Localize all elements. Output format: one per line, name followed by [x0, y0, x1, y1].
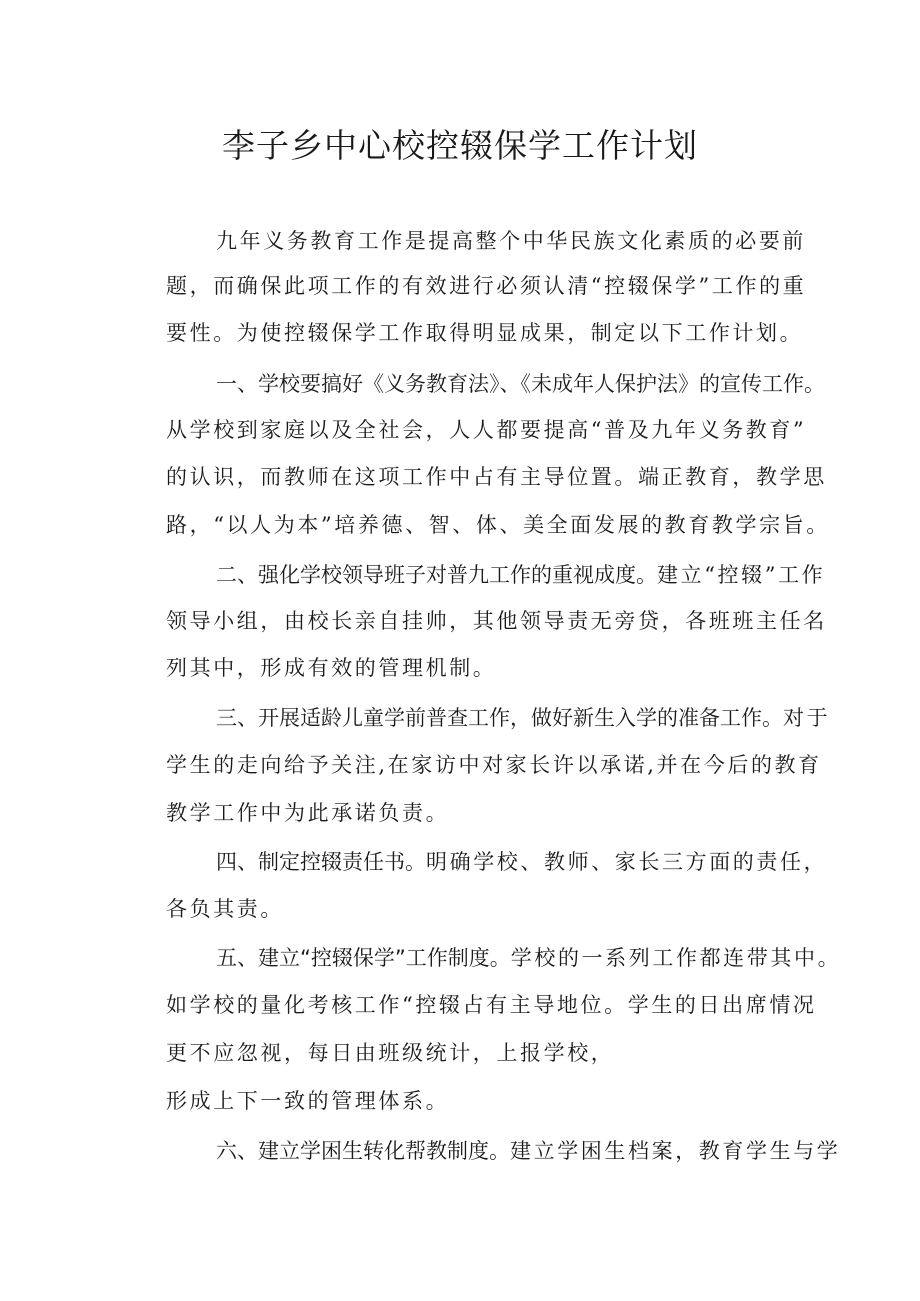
section-1-line-2: 的认识，而教师在这项工作中占有主导位置。端正教育，教学思: [166, 465, 827, 489]
section-1-first-line: [216, 369, 825, 399]
section-3-first-line: [216, 703, 830, 733]
section-5-line-3: 形成上下一致的管理体系。: [166, 1089, 450, 1113]
section-5-first-line: [216, 943, 841, 973]
section-2-line-2: 列其中，形成有效的管理机制。: [166, 656, 497, 680]
section-6-first-line: [216, 1136, 840, 1166]
section-1-line-3: 路，“以人为本”培养德、智、体、美全面发展的教育教学宗旨。: [166, 513, 830, 537]
intro-line-1: 九年义务教育工作是提高整个中华民族文化素质的必要前: [216, 229, 806, 253]
section-2-line-1: 领导小组，由校长亲自挂帅，其他领导责无旁贷，各班班主任名: [166, 609, 827, 633]
section-4-heading: 四、制定控辍责任书。: [216, 850, 426, 874]
section-3-first-line-text: 对于: [783, 706, 831, 730]
document-title: 李子乡中心校控辍保学工作计划: [222, 126, 698, 165]
intro-line-2: 题，而确保此项工作的有效进行必须认清“控辍保学”工作的重: [166, 274, 807, 298]
intro-line-3: 要性。为使控辍保学工作取得明显成果，制定以下工作计划。: [166, 321, 804, 345]
section-3-line-2: 教学工作中为此承诺负责。: [166, 801, 450, 825]
section-3-line-1: 学生的走向给予关注,在家访中对家长许以承诺,并在今后的教育: [166, 753, 822, 777]
section-4-line-1: 各负其责。: [166, 897, 284, 921]
section-2-first-line: [216, 560, 825, 590]
section-2-first-line-text: 建立“控辍”工作: [657, 563, 826, 587]
section-4-first-line-text: 明确学校、教师、家长三方面的责任，: [426, 850, 828, 874]
section-2-heading: 二、强化学校领导班子对普九工作的重视成度。: [216, 563, 657, 587]
section-5-heading: 五、建立“控辍保学”工作制度。: [216, 946, 511, 970]
section-4-first-line: [216, 847, 827, 877]
section-5-first-line-text: 学校的一系列工作都连带其中。: [510, 946, 842, 970]
section-5-line-1: 如学校的量化考核工作“控辍占有主导地位。学生的日出席情况: [166, 993, 817, 1017]
section-1-heading: 一、学校要搞好《义务教育法》、《未成年人保护法》的宣传工作。: [216, 372, 825, 396]
section-6-heading: 六、建立学困生转化帮教制度。: [216, 1139, 510, 1163]
section-6-first-line-text: 建立学困生档案，教育学生与学: [510, 1139, 841, 1163]
section-3-heading: 三、开展适龄儿童学前普查工作，做好新生入学的准备工作。: [216, 706, 783, 730]
section-5-line-2: 更不应忽视，每日由班级统计，上报学校，: [166, 1041, 615, 1065]
section-1-line-1: 从学校到家庭以及全社会，人人都要提高“普及九年义务教育”: [166, 418, 807, 442]
